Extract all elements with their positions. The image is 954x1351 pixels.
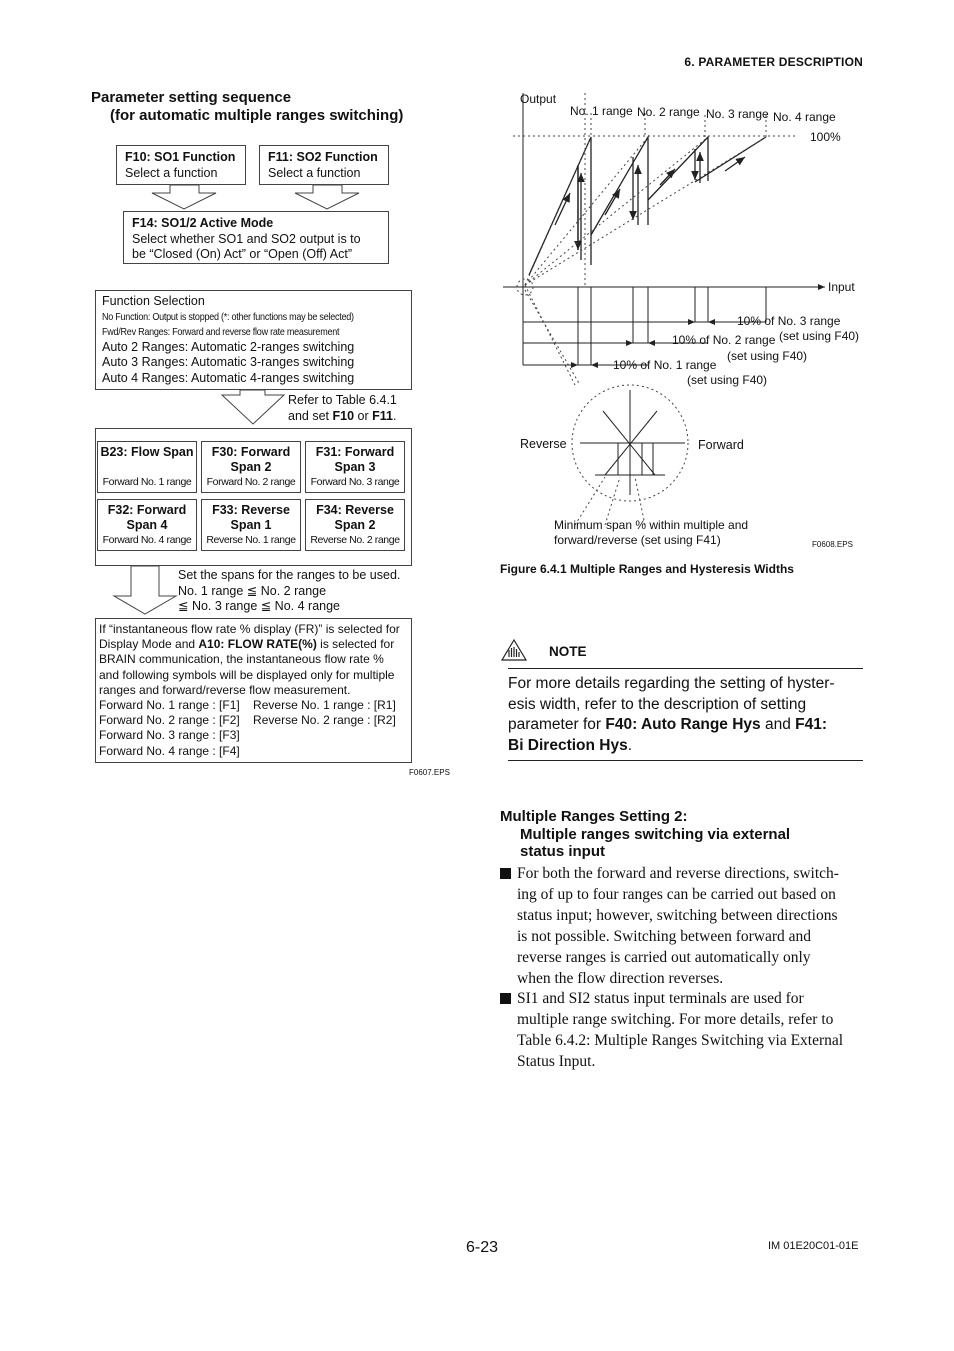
- refer-line2: and set F10 or F11.: [288, 408, 397, 423]
- funcsel-line2: Fwd/Rev Ranges: Forward and reverse flow rate measurement: [102, 325, 340, 338]
- chart-range3-label: No. 3 range: [706, 107, 769, 121]
- bullet-1-text: [517, 863, 839, 989]
- span-cell-title-line: F32: Forward: [107, 503, 187, 517]
- bullet-line: reverse ranges is carried out automatically only: [517, 949, 811, 966]
- display-line4: and following symbols will be displayed only for multiple: [99, 667, 395, 682]
- mr2-heading: Multiple Ranges Setting 2:: [500, 808, 688, 825]
- hys3-label: 10% of No. 3 range: [737, 314, 841, 328]
- bullet-line: Status Input.: [517, 1053, 596, 1070]
- funcsel-line4: Auto 3 Ranges: Automatic 3-ranges switching: [102, 355, 355, 369]
- f11-title: F11: SO2 Function: [268, 150, 378, 164]
- min-span-label-1: Minimum span % within multiple and: [554, 518, 749, 532]
- note-hand-icon: [500, 638, 528, 662]
- span-cell-title-line: F33: Reverse: [212, 503, 290, 517]
- note-line4: Bi Direction Hys.: [508, 736, 633, 754]
- display-line8: Forward No. 3 range : [F3]: [99, 728, 240, 743]
- arrow-down-icon: [152, 185, 216, 209]
- hys2-label: 10% of No. 2 range: [672, 333, 776, 347]
- funcsel-line3: Auto 2 Ranges: Automatic 2-ranges switching: [102, 339, 355, 354]
- hys1-sub: (set using F40): [687, 373, 768, 387]
- display-line9: Forward No. 4 range : [F4]: [99, 743, 240, 758]
- display-line3: BRAIN communication, the instantaneous flow rate %: [99, 652, 384, 667]
- bullet-line: ing of up to four ranges can be carried out based on: [517, 886, 836, 903]
- sequence-subtitle: (for automatic multiple ranges switching): [110, 107, 404, 124]
- bullet-square-icon: [500, 868, 511, 879]
- note-line1: For more details regarding the setting of hyster-: [508, 675, 835, 692]
- figure-caption: Figure 6.4.1 Multiple Ranges and Hysteresis Widths: [500, 562, 794, 576]
- f14-title: F14: SO1/2 Active Mode: [132, 216, 274, 230]
- spans-line1: Set the spans for the ranges to be used.: [178, 568, 401, 582]
- bullet-line: when the flow direction reverses.: [517, 970, 724, 987]
- hys2-sub: (set using F40): [727, 349, 808, 363]
- funcsel-line5: Auto 4 Ranges: Automatic 4-ranges switching: [102, 370, 355, 385]
- bullet-line: multiple range switching. For more details, refer to: [517, 1011, 834, 1028]
- hys3-sub: (set using F40): [779, 329, 860, 343]
- span-cell-title-line: Span 1: [230, 518, 272, 532]
- span-cell-title-line: Span 3: [334, 460, 376, 474]
- span-cell-title-line: Span 4: [126, 518, 168, 532]
- bullet-square-icon: [500, 993, 511, 1004]
- chart-output-label: Output: [520, 92, 557, 106]
- bullet-2-text: [517, 988, 843, 1072]
- left-figure-code: F0607.EPS: [409, 768, 450, 777]
- forward-label: Forward: [698, 438, 744, 452]
- arrow-down-icon: [222, 390, 284, 424]
- spans-line3: ≦ No. 3 range ≦ No. 4 range: [178, 599, 341, 613]
- chart-range4-label: No. 4 range: [773, 110, 836, 124]
- f10-desc: Select a function: [125, 165, 218, 180]
- f14-desc-2: be “Closed (On) Act” or “Open (Off) Act”: [132, 247, 352, 261]
- note-line3: parameter for F40: Auto Range Hys and F41:: [508, 716, 828, 733]
- f14-desc-1: Select whether SO1 and SO2 output is to: [132, 231, 361, 246]
- span-cell-subtitle: Forward No. 4 range: [102, 534, 192, 546]
- hys1-label: 10% of No. 1 range: [613, 358, 717, 372]
- note-rule-top: [508, 668, 863, 669]
- note-rule-bottom: [508, 760, 863, 761]
- funcsel-line1: No Function: Output is stopped (*: other functions may be selected): [102, 310, 354, 323]
- display-line1: If “instantaneous flow rate % display (FR)” is selected for: [99, 622, 400, 636]
- chart-range2-label: No. 2 range: [637, 105, 700, 119]
- chart-100pct-label: 100%: [810, 130, 841, 144]
- arrow-down-icon: [114, 566, 176, 614]
- refer-line1: Refer to Table 6.4.1: [288, 393, 397, 407]
- bullet-line: For both the forward and reverse directions, switch-: [517, 865, 839, 882]
- span-cell-subtitle: Reverse No. 2 range: [310, 534, 400, 546]
- span-cell-title-line: F34: Reverse: [316, 503, 394, 517]
- span-cell-title-line: B23: Flow Span: [100, 445, 194, 459]
- chart-code: F0608.EPS: [812, 540, 853, 549]
- span-cell-title-line: F31: Forward: [315, 445, 395, 459]
- f10-title: F10: SO1 Function: [125, 150, 236, 164]
- bullet-line: is not possible. Switching between forward and: [517, 928, 812, 945]
- span-cell-subtitle: Forward No. 2 range: [206, 476, 296, 488]
- note-line2: esis width, refer to the description of setting: [508, 695, 807, 713]
- doc-id: IM 01E20C01-01E: [768, 1240, 859, 1252]
- range-line-3: [648, 137, 708, 200]
- span-cell-title-line: Span 2: [334, 518, 376, 532]
- section-header: 6. PARAMETER DESCRIPTION: [684, 55, 863, 69]
- display-line6: Forward No. 1 range : [F1] Reverse No. 1 range : [R1]: [99, 698, 396, 713]
- f11-desc: Select a function: [268, 165, 361, 180]
- bullet-line: Table 6.4.2: Multiple Ranges Switching via External: [517, 1032, 844, 1049]
- mr2-subheading-2: status input: [520, 843, 605, 860]
- note-body: [508, 674, 835, 756]
- mr2-subheading-1: Multiple ranges switching via external: [520, 826, 791, 843]
- sequence-title: Parameter setting sequence: [91, 89, 292, 106]
- spans-line2: No. 1 range ≦ No. 2 range: [178, 583, 327, 598]
- span-cell-subtitle: Forward No. 1 range: [102, 476, 192, 488]
- note-label: NOTE: [549, 644, 587, 659]
- span-cell-title-line: Span 2: [230, 460, 272, 474]
- display-line2: Display Mode and A10: FLOW RATE(%) is selected for: [99, 637, 395, 652]
- funcsel-title: Function Selection: [102, 294, 205, 308]
- span-cell-subtitle: Reverse No. 1 range: [206, 534, 296, 546]
- reverse-label: Reverse: [520, 437, 567, 451]
- span-cell-title-line: F30: Forward: [211, 445, 291, 459]
- display-line7: Forward No. 2 range : [F2] Reverse No. 2 range : [R2]: [99, 713, 396, 728]
- arrow-down-icon: [295, 185, 359, 209]
- min-span-label-2: forward/reverse (set using F41): [554, 533, 721, 547]
- chart-range1-label: No. 1 range: [570, 104, 633, 118]
- span-cell-subtitle: Forward No. 3 range: [310, 476, 400, 488]
- range-line-2: [591, 137, 648, 235]
- bullet-line: status input; however, switching between directions: [517, 907, 838, 924]
- display-line5: ranges and forward/reverse flow measurement.: [99, 682, 351, 697]
- page-number: 6-23: [466, 1239, 499, 1256]
- bullet-line: SI1 and SI2 status input terminals are used for: [517, 990, 804, 1007]
- chart-input-label: Input: [828, 280, 855, 294]
